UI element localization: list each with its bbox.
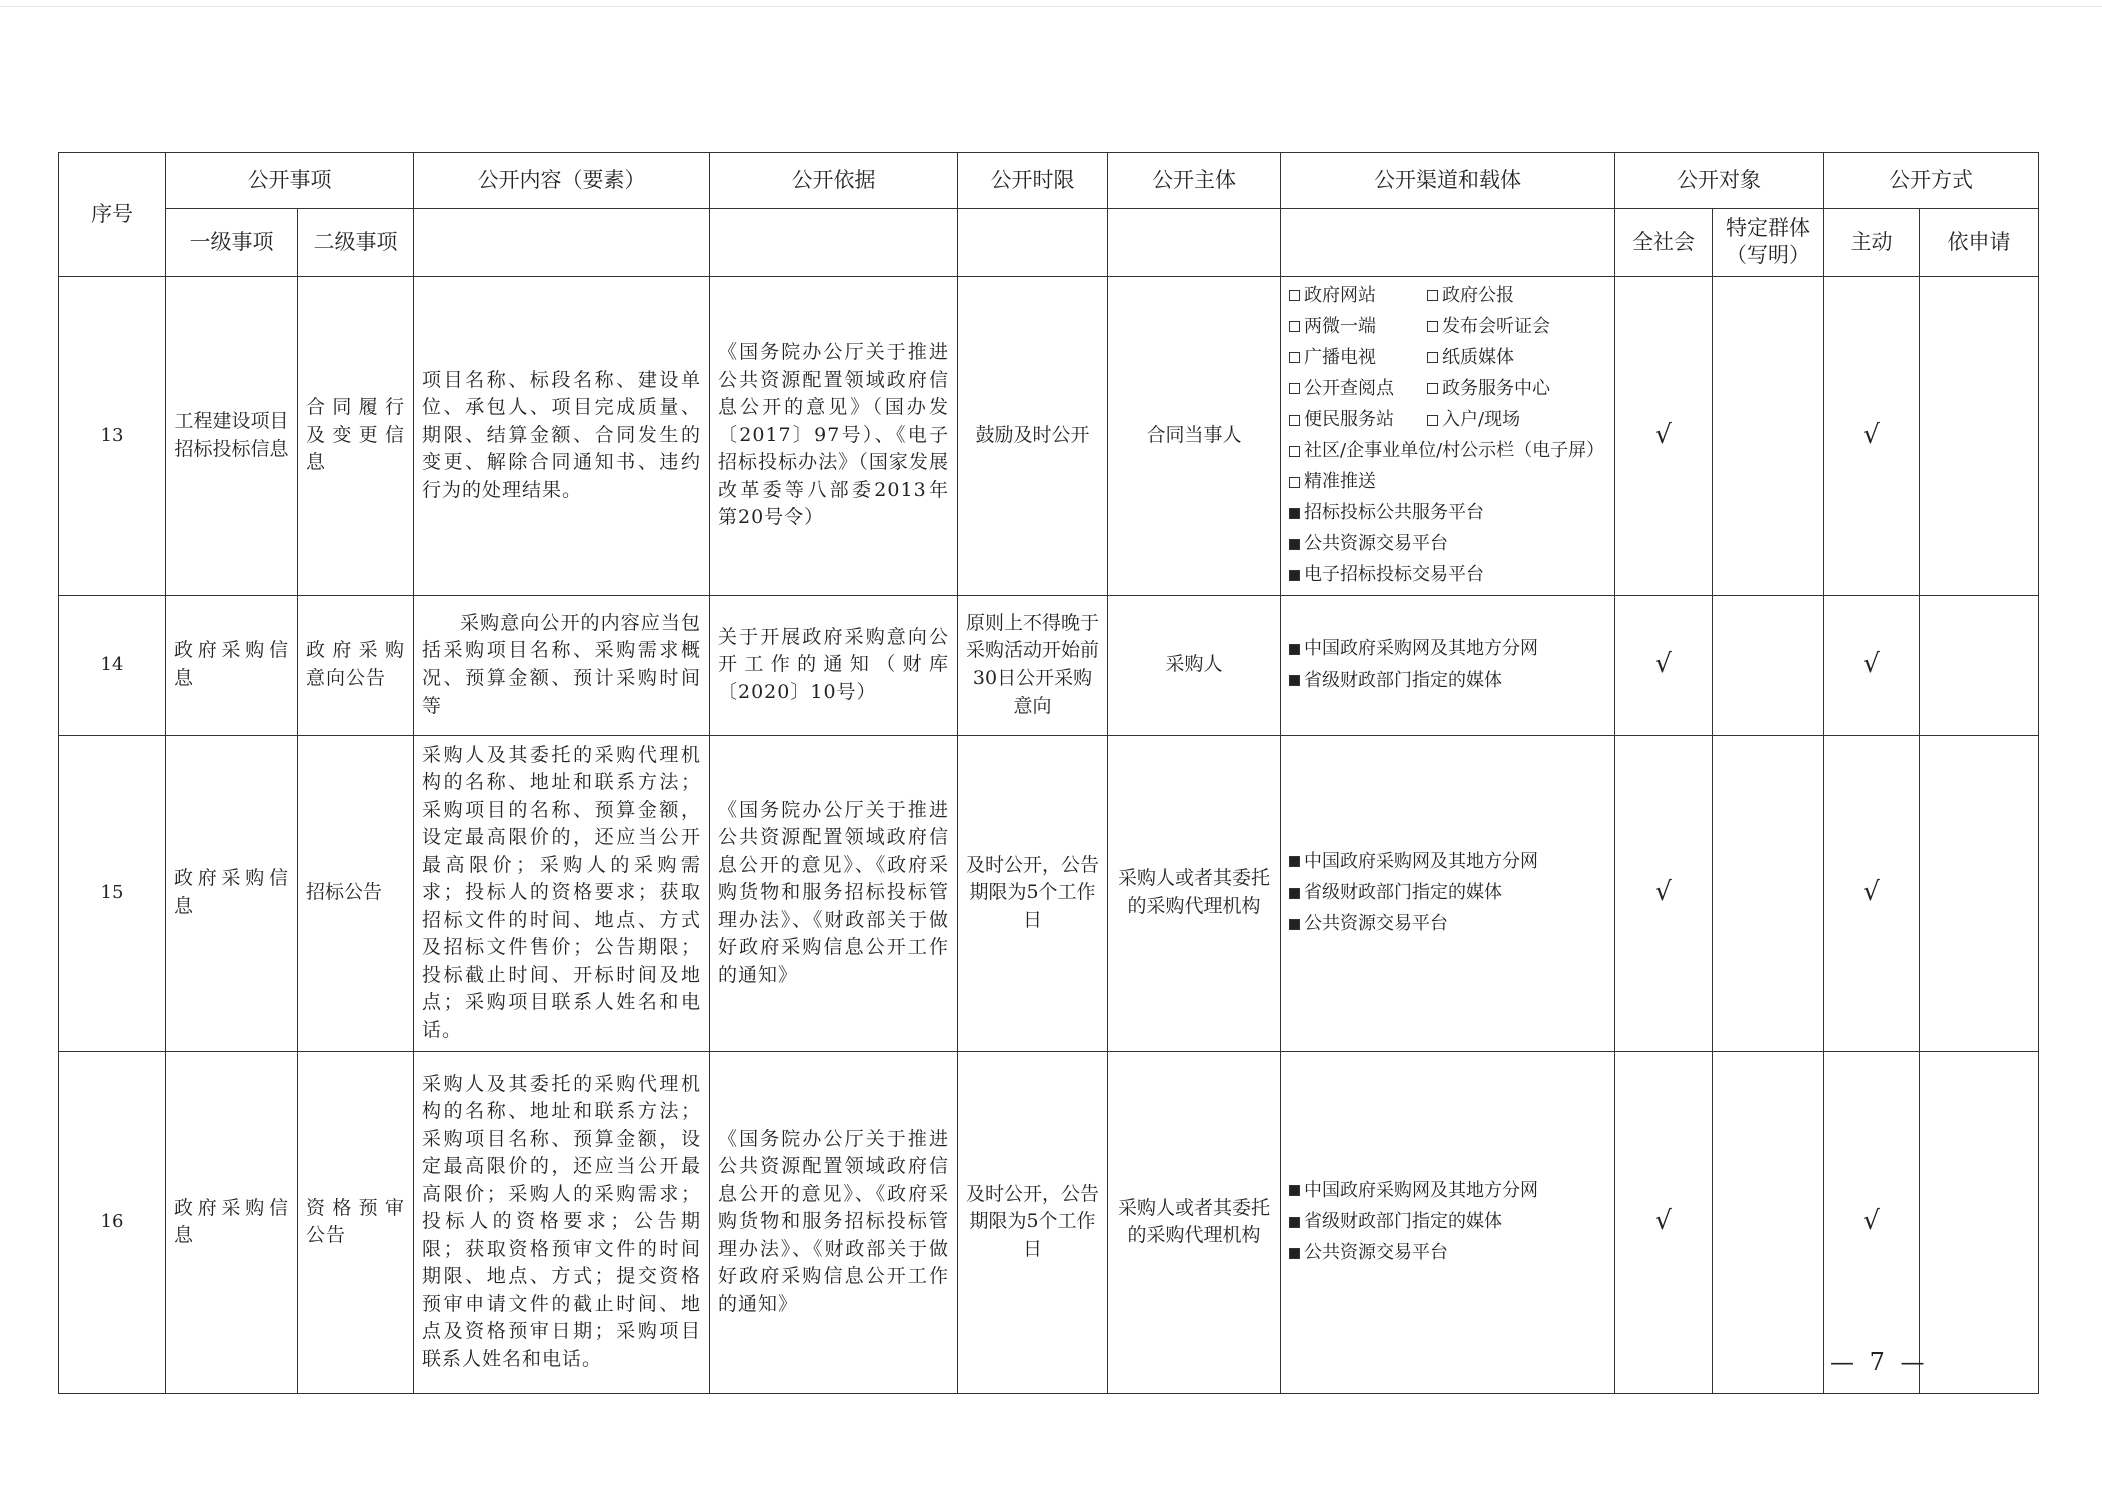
row-subject: 采购人 [1108, 595, 1281, 735]
row-mode-request [1920, 595, 2039, 735]
row-item-l1: 政府采购信息 [166, 735, 298, 1051]
check-mark-icon: √ [1824, 276, 1920, 595]
header-mode: 公开方式 [1824, 153, 2039, 209]
filled-checkbox-icon [1289, 919, 1300, 930]
row-seq: 16 [59, 1051, 166, 1393]
filled-checkbox-icon [1289, 1185, 1300, 1196]
header-seq: 序号 [59, 153, 166, 277]
row-target-group [1713, 1051, 1824, 1393]
row-content: 采购人及其委托的采购代理机构的名称、地址和联系方法；采购项目的名称、预算金额，设定最高限价的，还应当公开最高限价；采购人的采购需求；投标人的资格要求；获取招标文件的时间、地点、方式及招标文件售价；公告期限；投标截止时间、开标时间及地点；采购项目联系人姓名和电话。 [414, 735, 710, 1051]
header-item: 公开事项 [166, 153, 414, 209]
channel-item: 公共资源交易平台 [1289, 911, 1606, 937]
disclosure-table [58, 152, 2039, 1394]
row-basis: 《国务院办公厅关于推进公共资源配置领域政府信息公开的意见》、《政府采购货物和服务招标投标管理办法》、《财政部关于做好政府采购信息公开工作的通知》 [710, 735, 958, 1051]
row-content: 采购人及其委托的采购代理机构的名称、地址和联系方法；采购项目名称、预算金额，设定最高限价的，还应当公开最高限价；采购人的采购需求；投标人的资格要求；公告期限；获取资格预审文件的时间期限、地点、方式；提交资格预审申请文件的截止时间、地点及资格预审日期；采购项目联系人姓名和电话。 [414, 1051, 710, 1393]
channel-item: 社区/企事业单位/村公示栏（电子屏） [1289, 438, 1606, 464]
row-channels [1281, 1051, 1615, 1393]
check-mark-icon: √ [1824, 595, 1920, 735]
check-mark-icon: √ [1615, 595, 1713, 735]
row-target-group [1713, 595, 1824, 735]
header-target-all: 全社会 [1615, 209, 1713, 277]
row-item-l2: 合同履行及变更信息 [298, 276, 414, 595]
header-content: 公开内容（要素） [414, 153, 710, 209]
empty-checkbox-icon [1289, 446, 1300, 457]
empty-checkbox-icon [1289, 415, 1300, 426]
filled-checkbox-icon [1289, 570, 1300, 581]
channel-item: 招标投标公共服务平台 [1289, 500, 1606, 526]
row-subject: 合同当事人 [1108, 276, 1281, 595]
table-row [59, 595, 2039, 735]
empty-checkbox-icon [1289, 352, 1300, 363]
row-target-group [1713, 276, 1824, 595]
check-mark-icon: √ [1615, 735, 1713, 1051]
header-channel: 公开渠道和载体 [1281, 153, 1615, 209]
filled-checkbox-icon [1289, 856, 1300, 867]
header-time: 公开时限 [958, 153, 1108, 209]
filled-checkbox-icon [1289, 888, 1300, 899]
channel-item: 电子招标投标交易平台 [1289, 562, 1606, 588]
check-mark-icon: √ [1824, 1051, 1920, 1393]
row-channels [1281, 595, 1615, 735]
row-seq: 15 [59, 735, 166, 1051]
header-row-2 [59, 209, 2039, 277]
row-item-l2: 资格预审公告 [298, 1051, 414, 1393]
row-basis: 《国务院办公厅关于推进公共资源配置领域政府信息公开的意见》（国办发〔2017〕97号）、《电子招标投标办法》（国家发展改革委等八部委2013年第20号令） [710, 276, 958, 595]
page-number: — 7 — [1830, 1348, 1929, 1376]
row-channels [1281, 735, 1615, 1051]
filled-checkbox-icon [1289, 539, 1300, 550]
channel-item: 发布会听证会 [1427, 314, 1606, 340]
filled-checkbox-icon [1289, 1248, 1300, 1259]
channel-item: 政府网站 [1289, 283, 1419, 309]
channel-item: 公共资源交易平台 [1289, 531, 1606, 557]
header-empty [414, 209, 710, 277]
header-empty [1108, 209, 1281, 277]
channel-item: 入户/现场 [1427, 407, 1606, 433]
channel-item: 省级财政部门指定的媒体 [1289, 880, 1606, 906]
row-basis: 关于开展政府采购意向公开工作的通知（财库〔2020〕10号） [710, 595, 958, 735]
filled-checkbox-icon [1289, 1217, 1300, 1228]
row-subject: 采购人或者其委托的采购代理机构 [1108, 1051, 1281, 1393]
table-row [59, 1051, 2039, 1393]
row-target-group [1713, 735, 1824, 1051]
row-content: 项目名称、标段名称、建设单位、承包人、项目完成质量、期限、结算金额、合同发生的变更、解除合同通知书、违约行为的处理结果。 [414, 276, 710, 595]
row-subject: 采购人或者其委托的采购代理机构 [1108, 735, 1281, 1051]
channel-item: 公开查阅点 [1289, 376, 1419, 402]
channel-item: 两微一端 [1289, 314, 1419, 340]
channel-item: 中国政府采购网及其地方分网 [1289, 849, 1606, 875]
channel-item: 便民服务站 [1289, 407, 1419, 433]
header-subject: 公开主体 [1108, 153, 1281, 209]
empty-checkbox-icon [1427, 415, 1438, 426]
channel-item: 省级财政部门指定的媒体 [1289, 668, 1606, 694]
scan-artifact-line [0, 6, 2102, 7]
channel-item: 政府公报 [1427, 283, 1606, 309]
channel-item: 中国政府采购网及其地方分网 [1289, 1178, 1606, 1204]
check-mark-icon: √ [1615, 276, 1713, 595]
header-target: 公开对象 [1615, 153, 1824, 209]
header-empty [958, 209, 1108, 277]
filled-checkbox-icon [1289, 675, 1300, 686]
row-item-l2: 招标公告 [298, 735, 414, 1051]
empty-checkbox-icon [1289, 290, 1300, 301]
filled-checkbox-icon [1289, 644, 1300, 655]
row-time: 及时公开，公告期限为5个工作日 [958, 735, 1108, 1051]
channel-item: 精准推送 [1289, 469, 1606, 495]
row-time: 原则上不得晚于采购活动开始前30日公开采购意向 [958, 595, 1108, 735]
table-row [59, 276, 2039, 595]
check-mark-icon: √ [1824, 735, 1920, 1051]
header-row-1 [59, 153, 2039, 209]
row-item-l1: 政府采购信息 [166, 1051, 298, 1393]
channel-item: 中国政府采购网及其地方分网 [1289, 636, 1606, 662]
row-seq: 13 [59, 276, 166, 595]
header-mode-active: 主动 [1824, 209, 1920, 277]
row-mode-request [1920, 735, 2039, 1051]
empty-checkbox-icon [1427, 352, 1438, 363]
empty-checkbox-icon [1289, 477, 1300, 488]
channel-list [1289, 283, 1606, 589]
header-empty [1281, 209, 1615, 277]
row-mode-request [1920, 1051, 2039, 1393]
empty-checkbox-icon [1427, 321, 1438, 332]
row-item-l1: 工程建设项目招标投标信息 [166, 276, 298, 595]
table-row [59, 735, 2039, 1051]
row-item-l1: 政府采购信息 [166, 595, 298, 735]
header-item-l1: 一级事项 [166, 209, 298, 277]
channel-item: 省级财政部门指定的媒体 [1289, 1209, 1606, 1235]
row-mode-request [1920, 276, 2039, 595]
row-time: 鼓励及时公开 [958, 276, 1108, 595]
channel-item: 政务服务中心 [1427, 376, 1606, 402]
empty-checkbox-icon [1289, 383, 1300, 394]
header-item-l2: 二级事项 [298, 209, 414, 277]
channel-item: 公共资源交易平台 [1289, 1240, 1606, 1266]
filled-checkbox-icon [1289, 508, 1300, 519]
row-channels [1281, 276, 1615, 595]
check-mark-icon: √ [1615, 1051, 1713, 1393]
empty-checkbox-icon [1427, 290, 1438, 301]
channel-item: 广播电视 [1289, 345, 1419, 371]
row-content: 采购意向公开的内容应当包括采购项目名称、采购需求概况、预算金额、预计采购时间等 [414, 595, 710, 735]
row-seq: 14 [59, 595, 166, 735]
header-target-group: 特定群体（写明） [1713, 209, 1824, 277]
empty-checkbox-icon [1289, 321, 1300, 332]
row-item-l2: 政府采购意向公告 [298, 595, 414, 735]
channel-item: 纸质媒体 [1427, 345, 1606, 371]
empty-checkbox-icon [1427, 383, 1438, 394]
header-empty [710, 209, 958, 277]
header-basis: 公开依据 [710, 153, 958, 209]
header-mode-request: 依申请 [1920, 209, 2039, 277]
row-basis: 《国务院办公厅关于推进公共资源配置领域政府信息公开的意见》、《政府采购货物和服务招标投标管理办法》、《财政部关于做好政府采购信息公开工作的通知》 [710, 1051, 958, 1393]
row-time: 及时公开，公告期限为5个工作日 [958, 1051, 1108, 1393]
